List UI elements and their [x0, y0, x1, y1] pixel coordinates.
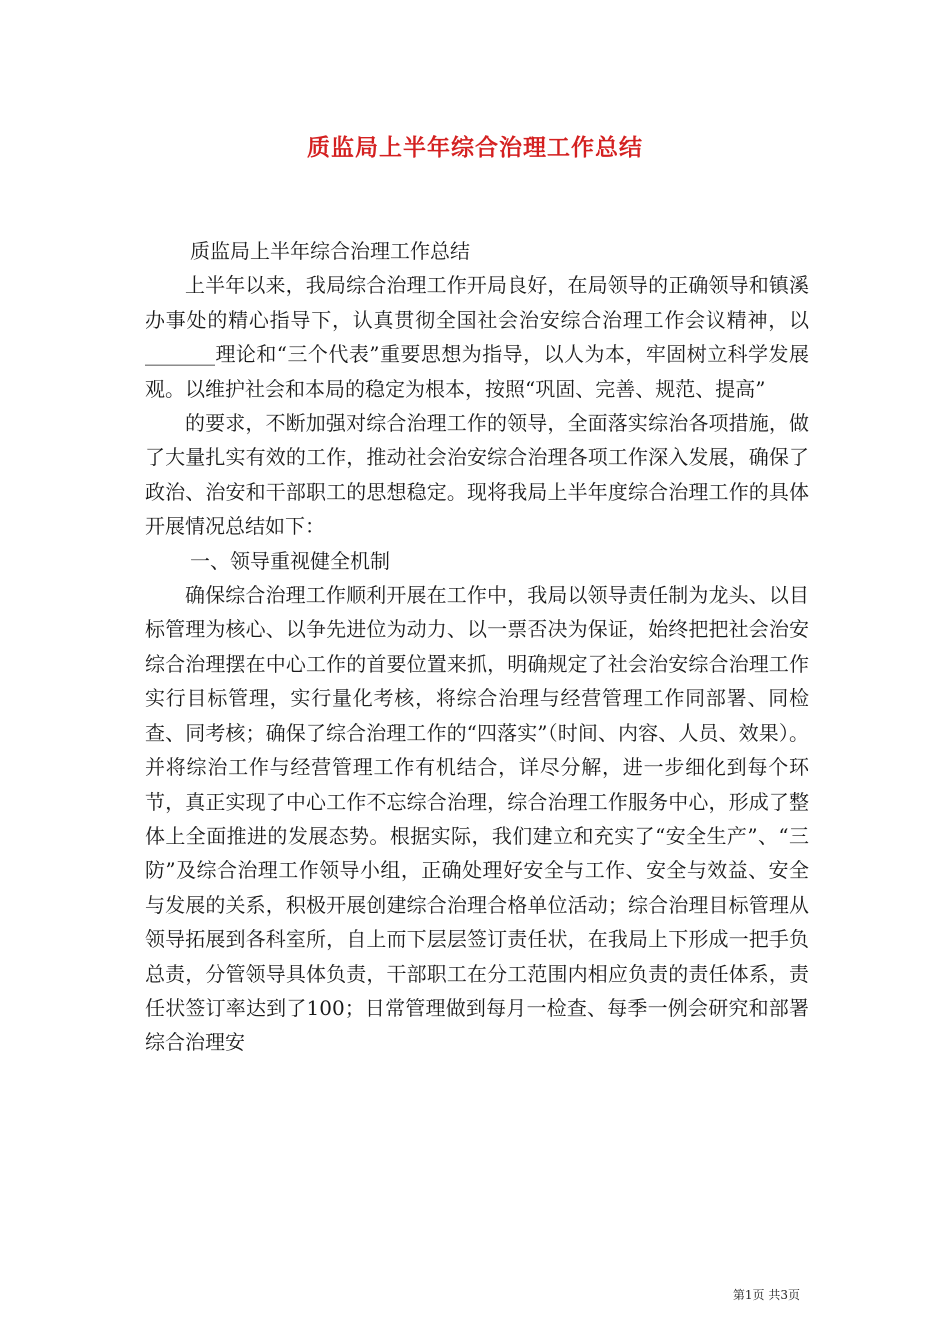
document-body	[145, 234, 809, 1060]
paragraph-intro: 上半年以来，我局综合治理工作开局良好，在局领导的正确领导和镇溪办事处的精心指导下，认真贯彻全国社会治安综合治理工作会议精神，以_______理论和“三个代表”重要思想为指导，以人为本，牢固树立科学发展观。以维护社会和本局的稳定为根本，按照“巩固、完善、规范、提高”	[145, 273, 809, 401]
document-title: 质监局上半年综合治理工作总结	[307, 134, 643, 161]
body-subtitle: 质监局上半年综合治理工作总结	[190, 239, 470, 263]
section-heading-1: 一、领导重视健全机制	[190, 548, 390, 573]
paragraph-requirements: 的要求，不断加强对综合治理工作的领导，全面落实综治各项措施，做了大量扎实有效的工作，推动社会治安综合治理各项工作深入发展，确保了政治、治安和干部职工的思想稳定。现将我局上半年度综合治理工作的具体开展情况总结如下：	[145, 411, 809, 539]
page-number: 第1页 共3页	[732, 1288, 800, 1302]
paragraph-section-1: 确保综合治理工作顺利开展在工作中，我局以领导责任制为龙头、以目标管理为核心、以争先进位为动力、以一票否决为保证，始终把把社会治安综合治理摆在中心工作的首要位置来抓，明确规定了社会治安综合治理工作实行目标管理，实行量化考核，将综合治理与经营管理工作同部署、同检查、同考核；确保了综合治理工作的“四落实”（时间、内容、人员、效果）。并将综治工作与经营管理工作有机结合，详尽分解，进一步细化到每个环节，真正实现了中心工作不忘综合治理，综合治理工作服务中心，形成了整体上全面推进的发展态势。根据实际，我们建立和充实了“安全生产”、“三防”及综合治理工作领导小组，正确处理好安全与工作、安全与效益、安全与发展的关系，积极开展创建综合治理合格单位活动；综合治理目标管理从领导拓展到各科室所，自上而下层层签订责任状，在我局上下形成一把手负总责，分管领导具体负责，干部职工在分工范围内相应负责的责任体系，责任状签订率达到了100；日常管理做到每月一检查、每季一例会研究和部署综合治理安	[145, 583, 809, 1055]
